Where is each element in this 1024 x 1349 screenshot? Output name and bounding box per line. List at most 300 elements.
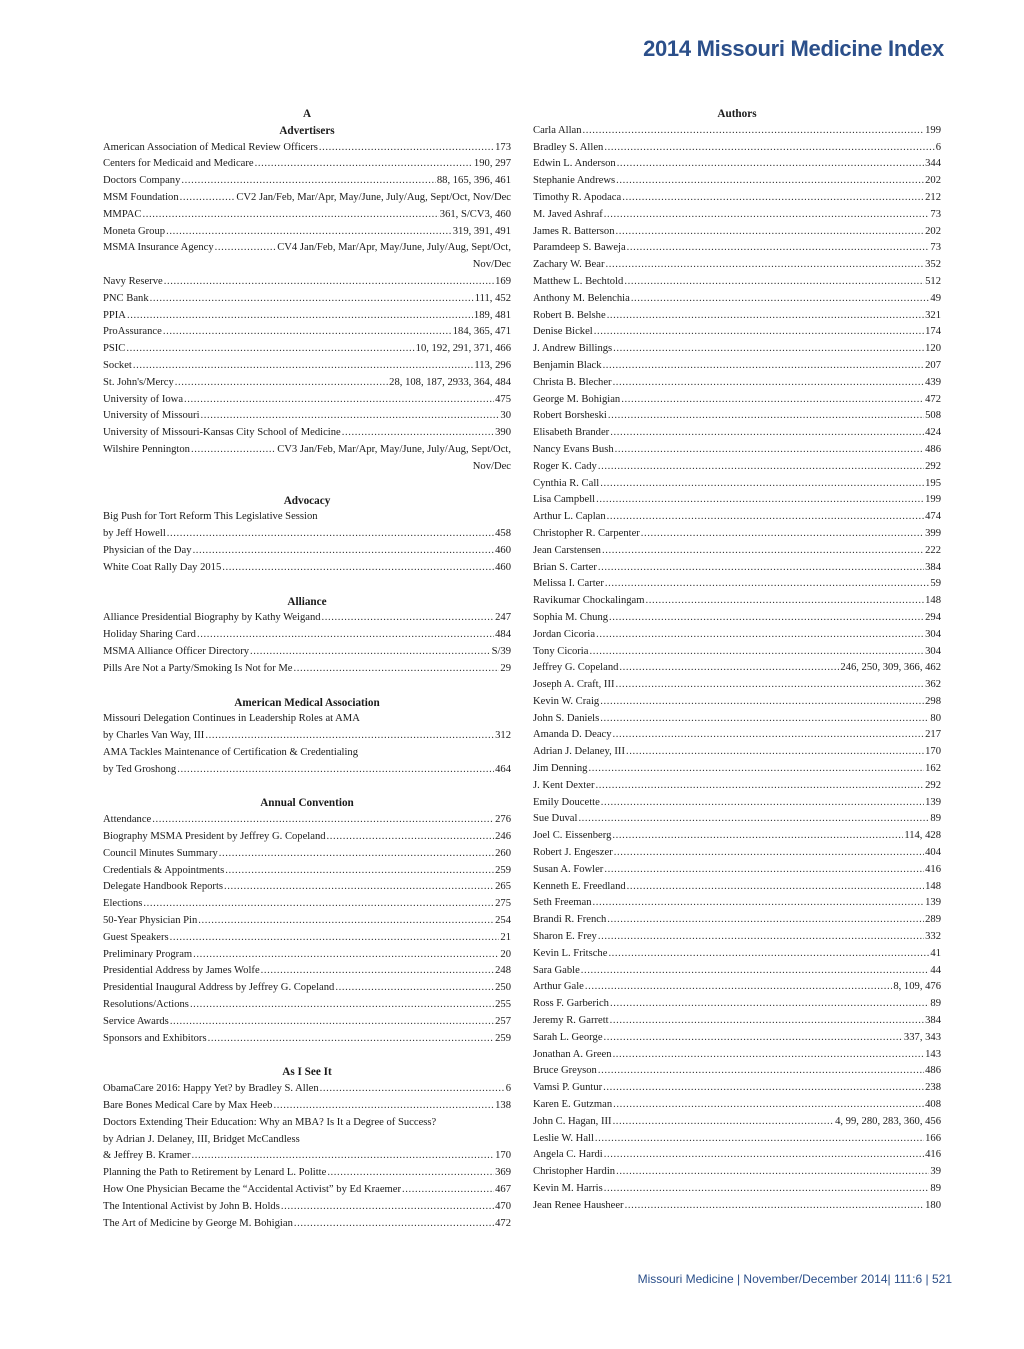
entry-pages: 458 [495, 528, 511, 540]
entry-line: AMA Tackles Maintenance of Certification & Credentialing [103, 746, 359, 758]
index-entry [103, 762, 511, 779]
entry-pages: 28, 108, 187, 2933, 364, 484 [389, 376, 511, 388]
index-entry [103, 173, 511, 190]
entry-title: Sue Duval [533, 813, 578, 825]
entry-pages: 424 [925, 427, 941, 439]
entry-pages: 195 [925, 477, 941, 489]
entry-title: Jordan Cicoria [533, 628, 596, 640]
entry-pages: 319, 391, 491 [452, 225, 511, 237]
index-entry [533, 744, 941, 761]
entry-title: St. John's/Mercy [103, 376, 174, 388]
entry-title: Edwin L. Anderson [533, 158, 616, 170]
dot-leader [133, 358, 473, 375]
index-entry [533, 324, 941, 341]
section-title: Advocacy [283, 494, 331, 507]
index-entry [103, 997, 511, 1014]
entry-title: Timothy R. Apodaca [533, 191, 622, 203]
dot-leader [208, 1031, 495, 1048]
index-entry [103, 291, 511, 308]
index-entry [533, 929, 941, 946]
index-entry [533, 610, 941, 627]
dot-leader [605, 257, 924, 274]
entry-title: Jean Renee Hausheer [533, 1199, 624, 1211]
index-entry [533, 156, 941, 173]
entry-title: & Jeffrey B. Kramer [103, 1150, 191, 1162]
section-title: American Medical Association [234, 696, 380, 709]
index-entry [103, 846, 511, 863]
entry-title: John S. Daniels [533, 712, 600, 724]
dot-leader [595, 778, 924, 795]
dot-leader [180, 190, 236, 207]
page-title: 2014 Missouri Medicine Index [643, 36, 944, 61]
entry-pages: 416 [925, 1149, 941, 1161]
index-entry [533, 979, 941, 996]
entry-title: MMPAC [103, 208, 142, 220]
entry-pages: 248 [495, 965, 511, 977]
entry-title: Joseph A. Craft, III [533, 679, 615, 691]
entry-pages: 470 [495, 1200, 511, 1212]
entry-pages: 257 [495, 1015, 511, 1027]
entry-pages: 460 [495, 544, 511, 556]
entry-pages: 464 [495, 763, 511, 775]
dot-leader [622, 190, 924, 207]
entry-pages: 408 [925, 1099, 941, 1111]
entry-line: Doctors Extending Their Education: Why an MBA? Is It a Degree of Success? [103, 1116, 437, 1128]
entry-title: Attendance [103, 814, 152, 826]
index-entry [533, 392, 941, 409]
entry-title: Christopher R. Carpenter [533, 527, 640, 539]
entry-title: Physician of the Day [103, 544, 192, 556]
index-entry [533, 442, 941, 459]
entry-pages: 148 [925, 880, 941, 892]
dot-leader [164, 274, 494, 291]
section-title-authors: Authors [717, 108, 757, 120]
dot-leader [607, 509, 924, 526]
index-entry [103, 1216, 511, 1233]
authors-column [533, 106, 941, 1215]
entry-line: by Adrian J. Delaney, III, Bridget McCandless [103, 1133, 300, 1145]
dot-leader [578, 811, 929, 828]
entry-title: Bradley S. Allen [533, 141, 604, 153]
entry-title: Delegate Handbook Reports [103, 881, 224, 893]
index-section [103, 795, 511, 1047]
entry-title: J. Andrew Billings [533, 343, 613, 355]
index-entry [103, 627, 511, 644]
entry-title: Sponsors and Exhibitors [103, 1032, 207, 1044]
entry-title: Roger K. Cady [533, 460, 597, 472]
dot-leader [604, 1181, 930, 1198]
entry-title: Kevin M. Harris [533, 1183, 603, 1194]
entry-title: John C. Hagan, III [533, 1115, 612, 1127]
entry-title: PPIA [103, 309, 126, 321]
dot-leader [581, 963, 930, 980]
index-entry [533, 677, 941, 694]
dot-leader [126, 341, 414, 358]
entry-title: Sara Gable [533, 964, 580, 976]
dot-leader [608, 946, 929, 963]
entry-pages: 143 [925, 1048, 941, 1060]
entry-pages: 298 [925, 695, 941, 707]
left-column [103, 106, 511, 1249]
entry-pages: 180 [925, 1199, 941, 1211]
entry-title: J. Kent Dexter [533, 779, 595, 791]
dot-leader [596, 492, 924, 509]
index-entry [533, 1030, 941, 1047]
entry-title: ProAssurance [103, 326, 162, 338]
index-entry [533, 173, 941, 190]
entry-title: Presidential Inaugural Address by Jeffrey G. Copeland [103, 982, 335, 994]
dot-leader [612, 828, 903, 845]
dot-leader [619, 660, 839, 677]
entry-pages: 332 [925, 931, 941, 943]
dot-leader [191, 442, 276, 459]
entry-pages: 250 [495, 982, 511, 994]
entry-title: Carla Allan [533, 124, 582, 136]
index-entry [103, 644, 511, 661]
dot-leader [294, 661, 500, 678]
dot-leader [605, 576, 930, 593]
entry-pages: 139 [925, 897, 941, 909]
index-entry [103, 1081, 511, 1098]
entry-pages: 8, 109, 476 [893, 981, 941, 993]
entry-pages: 139 [925, 796, 941, 808]
entry-title: Biography MSMA President by Jeffrey G. Copeland [103, 831, 326, 843]
index-entry [533, 240, 941, 257]
entry-title: Pills Are Not a Party/Smoking Is Not for Me [103, 662, 293, 674]
entry-title: Alliance Presidential Biography by Kathy Weigand [103, 612, 321, 624]
section-title: Alliance [287, 595, 327, 608]
entry-title: Sophia M. Chung [533, 611, 609, 623]
index-entry [533, 660, 941, 677]
entry-title: Elections [103, 898, 143, 910]
index-entry [533, 190, 941, 207]
dot-leader [181, 173, 435, 190]
entry-title: Robert J. Engeszer [533, 847, 613, 859]
entry-title: Brian S. Carter [533, 561, 597, 573]
dot-leader [613, 1047, 925, 1064]
entry-pages: 384 [925, 1015, 941, 1027]
index-entry [103, 896, 511, 913]
entry-pages: 212 [925, 191, 941, 203]
entry-title: Elisabeth Brander [533, 427, 610, 439]
entry-title: Leslie W. Hall [533, 1132, 594, 1144]
dot-leader [610, 1013, 925, 1030]
index-entry [103, 728, 511, 745]
entry-pages: 202 [925, 225, 941, 237]
entry-title: Preliminary Program [103, 948, 193, 960]
index-entry [103, 930, 511, 947]
index-entry [103, 224, 511, 241]
entry-pages: 486 [925, 443, 941, 455]
entry-pages: 207 [925, 359, 941, 371]
index-entry [533, 1181, 941, 1198]
index-entry [533, 912, 941, 929]
entry-title: Denise Bickel [533, 326, 593, 338]
entry-title: Zachary W. Bear [533, 259, 605, 271]
entry-title: Kevin L. Fritsche [533, 947, 608, 959]
dot-leader [175, 375, 388, 392]
entry-title: Paramdeep S. Baweja [533, 242, 626, 254]
entry-title: MSMA Insurance Agency [103, 242, 214, 254]
entry-title: American Association of Medical Review Officers [103, 141, 318, 153]
entry-pages: 190, 297 [473, 158, 511, 170]
entry-pages: 304 [925, 628, 941, 640]
index-entry [103, 324, 511, 341]
dot-leader [150, 291, 474, 308]
entry-pages: 439 [925, 376, 941, 388]
index-entry [103, 526, 511, 543]
entry-title: University of Missouri-Kansas City School of Medicine [103, 427, 341, 439]
entry-pages: 6 [505, 1083, 511, 1095]
entry-pages: 41 [930, 947, 941, 959]
dot-leader [250, 644, 491, 661]
dot-leader [641, 526, 924, 543]
index-entry [533, 543, 941, 560]
entry-title: Doctors Company [103, 175, 181, 187]
index-entry [103, 240, 511, 257]
entry-pages: 304 [925, 645, 941, 657]
entry-title: PNC Bank [103, 292, 149, 304]
index-entry [103, 963, 511, 980]
left-sections [103, 123, 511, 1233]
entry-title: Joel C. Eissenberg [533, 830, 612, 842]
index-entry [103, 392, 511, 409]
entry-pages: 173 [495, 141, 511, 153]
dot-leader [225, 863, 494, 880]
section-title: As I See It [282, 1066, 332, 1079]
entry-pages: 111, 452 [474, 292, 511, 304]
dot-leader [627, 240, 930, 257]
dot-leader [320, 1081, 505, 1098]
entry-title: M. Javed Ashraf [533, 208, 603, 220]
entry-pages: 189, 481 [473, 309, 511, 321]
entry-pages: 88, 165, 396, 461 [436, 175, 511, 187]
entry-title: Benjamin Black [533, 359, 602, 371]
entry-pages: 486 [925, 1065, 941, 1077]
entry-pages: 148 [925, 595, 941, 607]
entry-pages: 275 [495, 898, 511, 910]
entry-title: How One Physician Became the “Accidental Activist” by Ed Kraemer [103, 1184, 401, 1196]
entry-title: Presidential Address by James Wolfe [103, 965, 260, 977]
entry-title: Amanda D. Deacy [533, 729, 612, 741]
entry-pages: 10, 192, 291, 371, 466 [415, 343, 511, 355]
index-entry [533, 811, 941, 828]
entry-pages: 49 [930, 292, 941, 304]
entry-title: Ross F. Garberich [533, 998, 609, 1010]
dot-leader [190, 997, 494, 1014]
dot-leader [201, 408, 500, 425]
entry-pages: 120 [925, 343, 941, 355]
dot-leader [607, 912, 924, 929]
index-entry [103, 1014, 511, 1031]
dot-leader [609, 610, 924, 627]
dot-leader [335, 980, 494, 997]
entry-pages: 292 [925, 779, 941, 791]
entry-pages: 460 [495, 561, 511, 573]
dot-leader [613, 727, 925, 744]
entry-title: Bare Bones Medical Care by Max Heeb [103, 1100, 273, 1112]
index-entry [533, 1114, 941, 1131]
index-entry [103, 610, 511, 627]
index-entry [533, 778, 941, 795]
entry-pages: 44 [930, 964, 941, 976]
index-entry [103, 863, 511, 880]
entry-pages: 369 [495, 1167, 511, 1179]
entry-title: Matthew L. Bechtold [533, 275, 624, 287]
entry-pages: 246 [495, 831, 511, 843]
entry-pages: 21 [500, 931, 511, 943]
index-entry [533, 627, 941, 644]
entry-pages: 113, 296 [474, 359, 511, 371]
entry-pages: 475 [495, 393, 511, 405]
dot-leader [596, 627, 924, 644]
entry-pages: 390 [495, 427, 511, 439]
dot-leader [167, 526, 494, 543]
dot-leader [198, 913, 494, 930]
entry-title: Christopher Hardin [533, 1166, 616, 1178]
entry-title: Kenneth E. Freedland [533, 880, 626, 892]
dot-leader [595, 1131, 924, 1148]
index-entry [103, 1165, 511, 1182]
entry-pages: 276 [495, 814, 511, 826]
index-entry [103, 308, 511, 325]
index-entry [103, 913, 511, 930]
entry-title: Planning the Path to Retirement by Lenard L. Politte [103, 1167, 327, 1179]
dot-leader [197, 627, 494, 644]
entry-title: Sarah L. George [533, 1031, 603, 1043]
dot-leader [163, 324, 452, 341]
entry-pages: 73 [930, 242, 941, 254]
entry-title: Arthur L. Caplan [533, 511, 606, 523]
entry-title: ObamaCare 2016: Happy Yet? by Bradley S. Allen [103, 1083, 319, 1095]
dot-leader [598, 459, 924, 476]
dot-leader [607, 308, 924, 325]
entry-line: Missouri Delegation Continues in Leadership Roles at AMA [103, 713, 360, 725]
entry-title: Jonathan A. Green [533, 1048, 612, 1060]
index-entry [533, 1147, 941, 1164]
entry-pages: CV4 Jan/Feb, Mar/Apr, May/June, July/Aug, Sept/Oct, [277, 242, 511, 254]
entry-pages: 247 [495, 612, 511, 624]
entry-pages: 472 [925, 393, 941, 405]
entry-title: Nancy Evans Bush [533, 443, 614, 455]
index-entry [533, 358, 941, 375]
index-entry [103, 879, 511, 896]
dot-leader [594, 324, 924, 341]
index-entry [533, 727, 941, 744]
index-entry [533, 694, 941, 711]
dot-leader [610, 425, 924, 442]
dot-leader [616, 173, 924, 190]
entry-title: Bruce Greyson [533, 1065, 597, 1077]
dot-leader [610, 996, 929, 1013]
entry-title: by Ted Groshong [103, 763, 177, 775]
entry-title: Holiday Sharing Card [103, 629, 196, 641]
entry-title: Melissa I. Carter [533, 578, 604, 590]
index-entry [103, 408, 511, 425]
index-section [103, 695, 511, 779]
entry-pages: 294 [925, 611, 941, 623]
index-entry [533, 291, 941, 308]
entry-title: Vamsi P. Guntur [533, 1082, 603, 1094]
entry-pages: 73 [930, 208, 941, 220]
section-title: Advertisers [279, 124, 335, 137]
dot-leader [646, 593, 925, 610]
dot-leader [613, 1097, 924, 1114]
entry-pages: 260 [495, 847, 511, 859]
dot-leader [142, 207, 438, 224]
entry-pages: 508 [925, 410, 941, 422]
index-entry [533, 341, 941, 358]
dot-leader [603, 1080, 924, 1097]
index-entry [103, 341, 511, 358]
dot-leader [322, 610, 495, 627]
index-entry [103, 829, 511, 846]
index-entry [533, 845, 941, 862]
index-entry [103, 543, 511, 560]
dot-leader [600, 694, 924, 711]
entry-pages: S/39 [491, 645, 511, 657]
dot-leader [327, 1165, 494, 1182]
entry-pages: CV3 Jan/Feb, Mar/Apr, May/June, July/Aug, Sept/Oct, [277, 443, 511, 455]
dot-leader [616, 224, 925, 241]
entry-title: MSMA Alliance Officer Directory [103, 645, 250, 657]
index-entry [103, 274, 511, 291]
entry-title: Ravikumar Chockalingam [533, 595, 645, 607]
entry-title: Jean Carstensen [533, 544, 601, 556]
dot-leader [152, 812, 494, 829]
dot-leader [613, 1114, 835, 1131]
entry-title: 50-Year Physician Pin [103, 915, 198, 927]
index-entry [533, 1047, 941, 1064]
entry-title: Lisa Campbell [533, 494, 596, 506]
entry-pages: 255 [495, 999, 511, 1011]
dot-leader [598, 560, 924, 577]
entry-pages: 202 [925, 175, 941, 187]
index-entry [103, 560, 511, 577]
dot-leader [281, 1199, 494, 1216]
index-entry [533, 895, 941, 912]
dot-leader [600, 711, 929, 728]
dot-leader [602, 543, 924, 560]
entry-continuation: Nov/Dec [472, 460, 511, 472]
dot-leader [604, 140, 934, 157]
dot-leader [585, 979, 892, 996]
entry-pages: 162 [925, 763, 941, 775]
dot-leader [273, 1098, 494, 1115]
dot-leader [624, 274, 924, 291]
index-entry [533, 274, 941, 291]
dot-leader [631, 291, 930, 308]
index-entry [533, 1013, 941, 1030]
index-entry [103, 190, 511, 207]
dot-leader [613, 341, 924, 358]
entry-title: Centers for Medicaid and Medicare [103, 158, 254, 170]
dot-leader [598, 929, 924, 946]
entry-pages: 259 [495, 1032, 511, 1044]
index-entry [533, 946, 941, 963]
entry-pages: 265 [495, 881, 511, 893]
dot-leader [184, 392, 494, 409]
entry-pages: 472 [495, 1217, 511, 1229]
dot-leader [616, 1164, 929, 1181]
entry-continuation: Nov/Dec [472, 259, 511, 271]
entry-title: University of Iowa [103, 393, 184, 405]
entry-pages: 312 [495, 730, 511, 742]
entry-pages: 361, S/CV3, 460 [439, 208, 511, 220]
index-entry [533, 795, 941, 812]
dot-leader [205, 728, 494, 745]
dot-leader [625, 1198, 925, 1215]
